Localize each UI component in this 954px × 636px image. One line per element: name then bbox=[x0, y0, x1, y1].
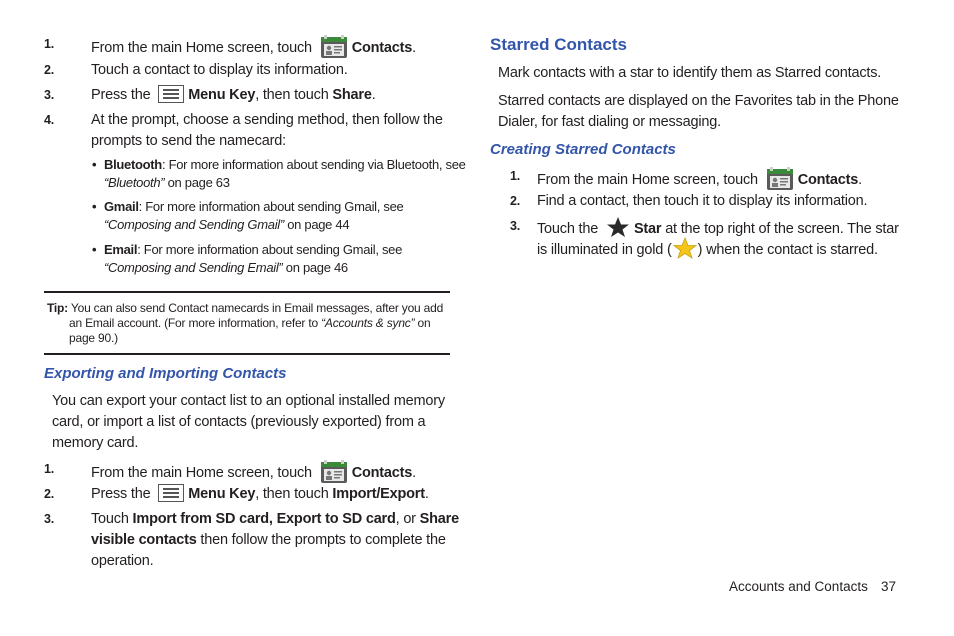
step-text: at the top right of the screen. The star bbox=[661, 221, 899, 237]
step-text: From the main Home screen, touch bbox=[537, 172, 758, 188]
step-number: 3. bbox=[44, 88, 55, 102]
contacts-label: Contacts bbox=[351, 465, 413, 481]
menu-key-icon bbox=[158, 484, 184, 502]
share-label: Share bbox=[332, 87, 372, 103]
bullet-dot: • bbox=[92, 199, 97, 214]
starred-para-1: Mark contacts with a star to identify them as Starred contacts. bbox=[498, 65, 882, 81]
step-punct: . bbox=[371, 87, 376, 103]
bullet-label: Gmail bbox=[104, 199, 139, 214]
gold-star-icon bbox=[673, 237, 697, 259]
export-para-line: card, or import a list of contacts (previously exported) from a bbox=[52, 414, 426, 430]
page-number: 37 bbox=[881, 579, 897, 594]
step-number: 3. bbox=[510, 219, 521, 233]
bullet-bluetooth bbox=[92, 156, 466, 192]
creating-starred-heading: Creating Starred Contacts bbox=[490, 141, 676, 158]
step-punct: . bbox=[858, 172, 862, 188]
export-heading: Exporting and Importing Contacts bbox=[44, 365, 287, 382]
bullet-ref: “Bluetooth” bbox=[104, 175, 165, 190]
share-visible-label: visible contacts bbox=[91, 532, 197, 548]
step-text: operation. bbox=[91, 553, 154, 569]
bullet-dot: • bbox=[92, 157, 97, 172]
tip-line-2b: on bbox=[414, 316, 431, 330]
bullet-ref: “Composing and Sending Email” bbox=[104, 260, 283, 275]
bullet-text: : For more information about sending via Bluetooth, see bbox=[161, 157, 466, 172]
step-text: is illuminated in gold ( bbox=[537, 242, 672, 258]
star-label: Star bbox=[633, 221, 662, 237]
step-text: Touch the bbox=[537, 221, 599, 237]
step-text-line2: prompts to send the namecard: bbox=[91, 133, 286, 149]
starred-para-line: Dialer, for fast dialing or messaging. bbox=[498, 114, 721, 130]
step-number: 1. bbox=[44, 462, 55, 476]
contacts-label: Contacts bbox=[351, 40, 413, 56]
bullet-page: on page 44 bbox=[283, 217, 350, 232]
tip-line-2: an Email account. (For more information, refer to bbox=[69, 316, 322, 330]
tip-ref: “Accounts & sync” bbox=[321, 316, 415, 330]
step-number: 1. bbox=[510, 169, 521, 183]
step-text: From the main Home screen, touch bbox=[91, 40, 312, 56]
starred-contacts-heading: Starred Contacts bbox=[490, 35, 627, 54]
step-text: Press the bbox=[91, 87, 151, 103]
export-para-line: You can export your contact list to an optional installed memory bbox=[52, 393, 445, 409]
step-number: 2. bbox=[44, 487, 55, 501]
star-icon bbox=[606, 216, 630, 238]
tip-label: Tip: bbox=[47, 301, 68, 315]
step-number: 1. bbox=[44, 37, 55, 51]
contacts-icon bbox=[766, 166, 794, 192]
tip-line-1: You can also send Contact namecards in Email messages, after you add bbox=[67, 301, 444, 315]
export-para-line: memory card. bbox=[52, 435, 139, 451]
contacts-icon bbox=[320, 459, 348, 485]
bullet-page: on page 63 bbox=[164, 175, 230, 190]
step-text: From the main Home screen, touch bbox=[91, 465, 312, 481]
step-number: 3. bbox=[44, 512, 55, 526]
bullet-label: Email bbox=[104, 242, 138, 257]
step-text: Touch bbox=[91, 511, 129, 527]
step-text-line1: At the prompt, choose a sending method, then follow the bbox=[91, 112, 443, 128]
import-export-label: Import/Export bbox=[332, 486, 425, 502]
step-text: , or bbox=[395, 511, 416, 527]
tip-line-3: page 90.) bbox=[69, 331, 118, 345]
step-punct: . bbox=[424, 486, 429, 502]
contacts-label: Contacts bbox=[797, 172, 859, 188]
step-number: 2. bbox=[510, 194, 521, 208]
bullet-text: : For more information about sending Gmail, see bbox=[138, 199, 404, 214]
menu-key-label: Menu Key bbox=[188, 87, 256, 103]
starred-para-line: Starred contacts are displayed on the Favorites tab in the Phone bbox=[498, 93, 899, 109]
step-text: ) when the contact is starred. bbox=[697, 242, 878, 258]
step-text: Press the bbox=[91, 486, 151, 502]
step-text: , then touch bbox=[255, 486, 329, 502]
bullet-label: Bluetooth bbox=[104, 157, 162, 172]
bullet-page: on page 46 bbox=[282, 260, 348, 275]
step-punct: . bbox=[412, 465, 416, 481]
bullet-email bbox=[92, 241, 450, 277]
step-text: Touch a contact to display its information. bbox=[91, 62, 348, 78]
bullet-gmail bbox=[92, 198, 450, 234]
tip-text bbox=[47, 301, 449, 346]
export-paragraph bbox=[52, 391, 445, 454]
step-number: 2. bbox=[44, 63, 55, 77]
share-label: Share bbox=[419, 511, 459, 527]
footer-section: Accounts and Contacts bbox=[729, 579, 868, 594]
bullet-dot: • bbox=[92, 242, 97, 257]
contacts-icon bbox=[320, 34, 348, 60]
step-number: 4. bbox=[44, 113, 55, 127]
tip-box bbox=[44, 291, 450, 355]
bullet-ref: “Composing and Sending Gmail” bbox=[104, 217, 284, 232]
step-text: then follow the prompts to complete the bbox=[196, 532, 446, 548]
bullet-text: : For more information about sending Gmail, see bbox=[137, 242, 402, 257]
step-text: , then touch bbox=[255, 87, 329, 103]
starred-para-2 bbox=[498, 91, 899, 133]
import-option-label: Import from SD card, Export to SD card bbox=[132, 511, 396, 527]
step-punct: . bbox=[412, 40, 416, 56]
menu-key-icon bbox=[158, 85, 184, 103]
step-text: Find a contact, then touch it to display its information. bbox=[537, 193, 868, 209]
menu-key-label: Menu Key bbox=[188, 486, 256, 502]
